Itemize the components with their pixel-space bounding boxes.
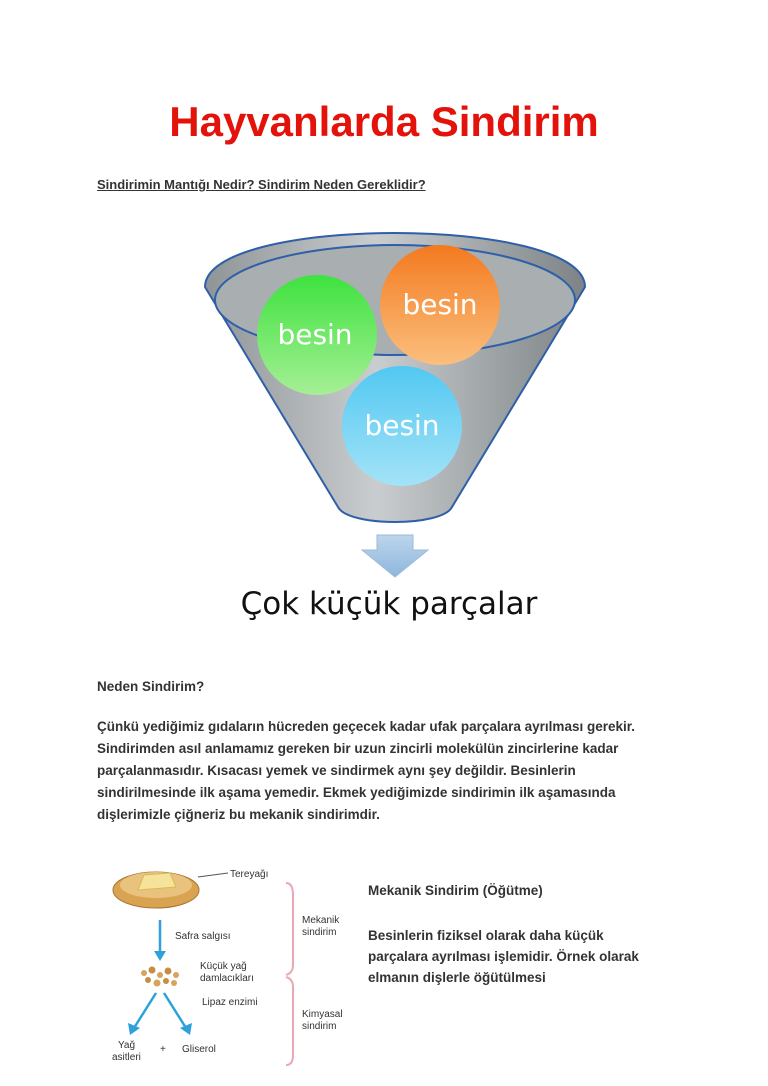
side-title: Mekanik Sindirim (Öğütme) [368,883,543,898]
funnel-caption: Çok küçük parçalar [240,586,538,622]
label-mechanical-1: Mekanik [302,915,340,926]
droplets-icon [141,967,179,987]
label-droplets-2: damlacıkları [200,973,254,984]
bracket-chemical [286,977,293,1065]
label-mechanical-2: sindirim [302,927,337,938]
label-lipase: Lipaz enzimi [202,997,258,1008]
label-chemical-1: Kimyasal [302,1009,343,1020]
besin-label: besin [277,318,353,351]
section-paragraph: Çünkü yediğimiz gıdaların hücreden geçecek kadar ufak parçalara ayrılması gerekir. Sindirimden asıl anlamamız gereken bir uzun zincirli molekülün zincirlerine kadar parçalanmasıdır. Kısacası yemek ve sindirmek aynı şey değildir. Besinlerin sindirilmesinde ilk aşama yemedir. Ekmek yediğimizde sindirimin ilk aşamasında dişlerimizle çiğneriz bu mekanik sindirimdir. [97,719,635,822]
down-arrow [362,535,428,577]
label-fatty-acids-2: asitleri [112,1052,141,1063]
butter-icon [138,873,176,890]
label-plus: + [160,1044,166,1055]
label-butter: Tereyağı [230,869,269,880]
label-droplets-1: Küçük yağ [200,961,247,972]
digestion-figure [100,855,360,1070]
section-heading: Neden Sindirim? [97,679,205,694]
label-bile: Safra salgısı [175,931,231,942]
funnel-diagram [190,215,600,585]
subtitle: Sindirimin Mantığı Nedir? Sindirim Neden Gereklidir? [97,177,426,192]
label-fatty-acids-1: Yağ [118,1040,136,1051]
label-glycerol: Gliserol [182,1044,216,1055]
besin-label: besin [402,288,478,321]
label-chemical-2: sindirim [302,1021,337,1032]
besin-label: besin [364,409,440,442]
bracket-mechanical [286,883,293,975]
page-title: Hayvanlarda Sindirim [169,98,599,145]
side-text: Besinlerin fiziksel olarak daha küçük parçalara ayrılması işlemidir. Örnek olarak elmanın dişlerle öğütülmesi [368,928,639,985]
